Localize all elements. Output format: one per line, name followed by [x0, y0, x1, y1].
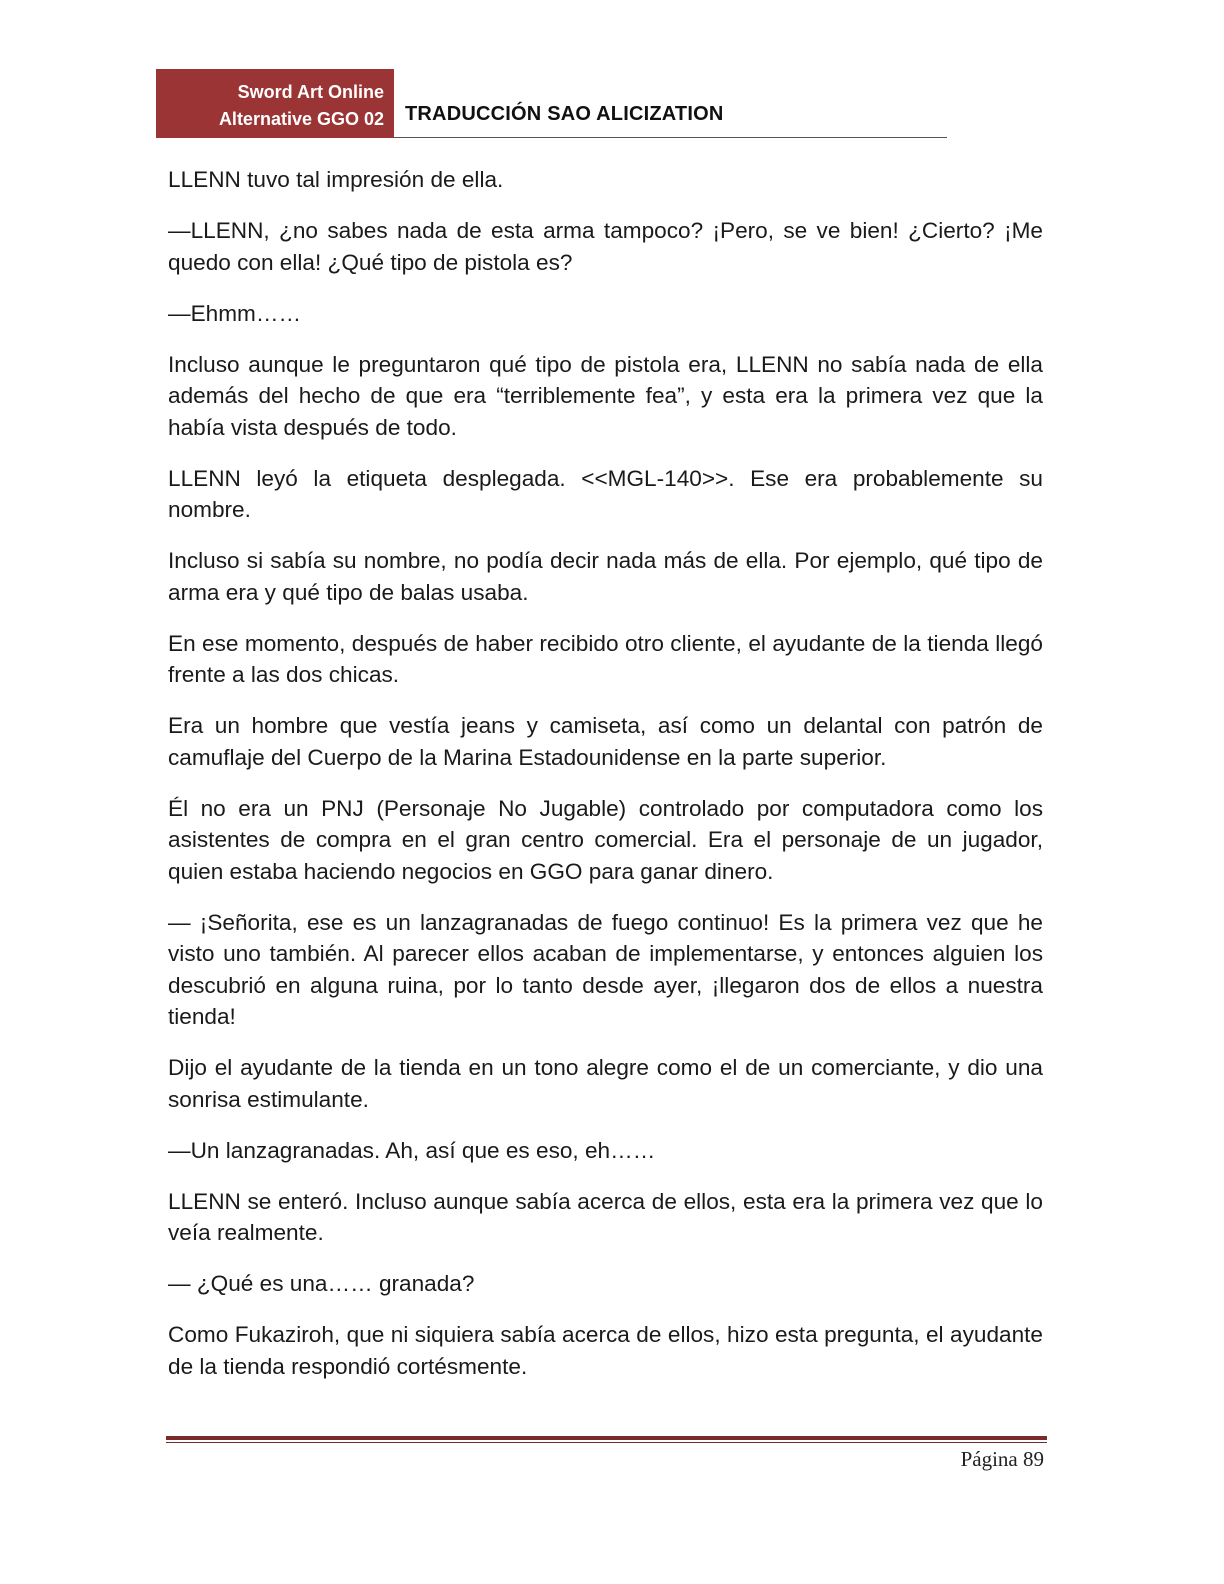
- paragraph: Él no era un PNJ (Personaje No Jugable) controlado por computadora como los asistentes de compra en el gran centro comercial. Era el personaje de un jugador, quien estaba haciendo negocios en GGO para ganar dinero.: [168, 795, 1043, 884]
- series-title-line2: Alternative GGO 02: [218, 109, 384, 129]
- paragraph: Era un hombre que vestía jeans y camiseta, así como un delantal con patrón de camuflaje del Cuerpo de la Marina Estadounidense en la parte superior.: [168, 713, 1043, 770]
- paragraph: En ese momento, después de haber recibido otro cliente, el ayudante de la tienda llegó frente a las dos chicas.: [168, 630, 1043, 687]
- series-title-box: [156, 69, 394, 138]
- paragraph: LLENN se enteró. Incluso aunque sabía acerca de ellos, esta era la primera vez que lo veía realmente.: [168, 1188, 1043, 1245]
- paragraph: —Ehmm……: [168, 300, 302, 326]
- paragraph: Dijo el ayudante de la tienda en un tono alegre como el de un comerciante, y dio una sonrisa estimulante.: [168, 1055, 1043, 1112]
- paragraph: Incluso si sabía su nombre, no podía decir nada más de ella. Por ejemplo, qué tipo de arma era y qué tipo de balas usaba.: [168, 548, 1043, 605]
- paragraph: — ¿Qué es una…… granada?: [168, 1271, 475, 1296]
- paragraph: Incluso aunque le preguntaron qué tipo de pistola era, LLENN no sabía nada de ella además del hecho de que era “terriblemente fea”, y esta era la primera vez que la había vista después de todo.: [168, 351, 1043, 440]
- page-number: Página 89: [960, 1447, 1044, 1471]
- footer-divider-thin: [166, 1442, 1047, 1443]
- paragraph: —Un lanzagranadas. Ah, así que es eso, eh……: [168, 1137, 656, 1163]
- footer-divider-thick: [166, 1436, 1047, 1440]
- body-text: [168, 164, 1043, 1402]
- paragraph: Como Fukaziroh, que ni siquiera sabía acerca de ellos, hizo esta pregunta, el ayudante de la tienda respondió cortésmente.: [168, 1322, 1043, 1379]
- header-divider: [394, 137, 947, 138]
- translation-group-title: TRADUCCIÓN SAO ALICIZATION: [405, 103, 724, 125]
- paragraph: — ¡Señorita, ese es un lanzagranadas de fuego continuo! Es la primera vez que he visto uno también. Al parecer ellos acaban de implementarse, y entonces alguien los descubrió en alguna ruina, por lo tanto desde ayer, ¡llegaron dos de ellos a nuestra tienda!: [168, 909, 1043, 1029]
- paragraph: LLENN tuvo tal impresión de ella.: [168, 167, 504, 192]
- paragraph: —LLENN, ¿no sabes nada de esta arma tampoco? ¡Pero, se ve bien! ¿Cierto? ¡Me quedo con ella! ¿Qué tipo de pistola es?: [168, 218, 1043, 275]
- page-header: [156, 69, 947, 139]
- series-title-line1: Sword Art Online: [237, 82, 384, 102]
- paragraph: LLENN leyó la etiqueta desplegada. <<MGL-140>>. Ese era probablemente su nombre.: [168, 465, 1043, 522]
